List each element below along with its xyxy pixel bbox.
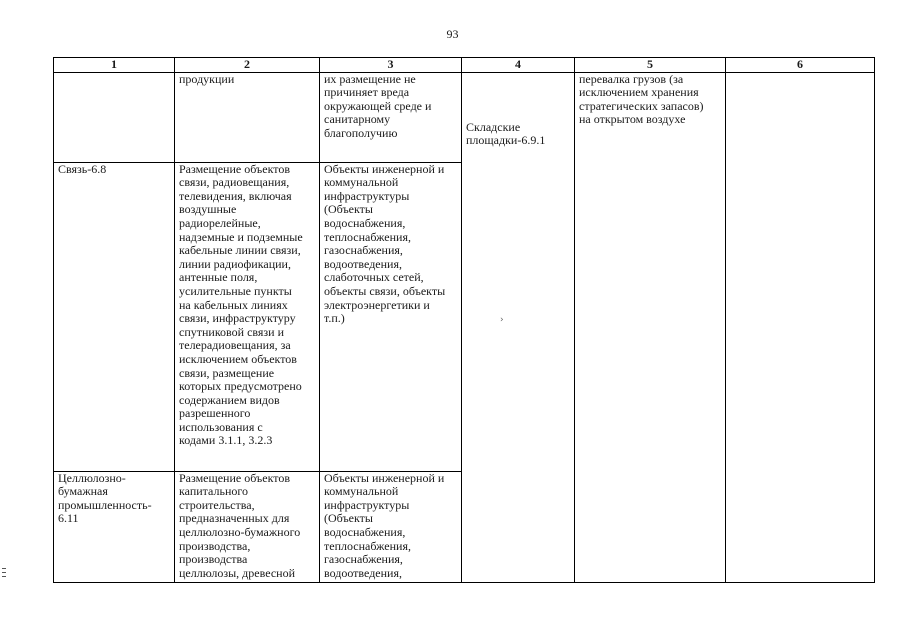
cell-text: Связь-6.8 bbox=[58, 161, 107, 176]
column-header-5: 5 bbox=[575, 58, 726, 73]
cell-spacer bbox=[466, 73, 571, 121]
table-cell-col1 bbox=[54, 72, 175, 162]
table-cell-col4-merged bbox=[462, 72, 575, 582]
column-header-3: 3 bbox=[320, 58, 462, 73]
cell-text: продукции bbox=[179, 71, 235, 86]
cell-text: Размещение объектов капитального строительства, предназначенных для целлюлозно-бумажного производства, производства целлюлозы, древесной bbox=[179, 470, 301, 580]
column-header-1: 1 bbox=[54, 58, 175, 73]
table-cell-col1 bbox=[54, 162, 175, 471]
table-cell-col2 bbox=[175, 72, 320, 162]
column-header-4: 4 bbox=[462, 58, 575, 73]
cell-text: Складские площадки-6.9.1 bbox=[466, 119, 546, 148]
table-cell-col2 bbox=[175, 162, 320, 471]
header-row bbox=[54, 58, 875, 73]
table-row bbox=[54, 72, 875, 162]
table-cell-col3 bbox=[320, 162, 462, 471]
cell-text: перевалка грузов (за исключением хранения стратегических запасов) на открытом воздухе bbox=[579, 71, 704, 127]
table-cell-col3 bbox=[320, 471, 462, 582]
table-cell-col6-merged bbox=[726, 72, 875, 582]
cell-text: Размещение объектов связи, радиовещания, телевидения, включая воздушные радиорелейные, надземные и подземные кабельные линии связи, линии радиофикации, антенные поля, усилительные пункты на кабельных линиях связи, инфраструктуру спутниковой связи и телерадиовещания, за исключением объектов связи, размещение которых предусмотрено содержанием видов разрешенного использования с кодами 3.1.1, 3.2.3 bbox=[179, 161, 303, 448]
land-use-table bbox=[53, 57, 875, 583]
scan-edge-marks bbox=[2, 568, 6, 578]
cell-text: Объекты инженерной и коммунальной инфраструктуры (Объекты водоснабжения, теплоснабжения, газоснабжения, водоотведения, слаботочных сетей, объекты связи, объекты электроэнергетики и т.п.) bbox=[324, 161, 446, 326]
table-cell-col3 bbox=[320, 72, 462, 162]
column-header-6: 6 bbox=[726, 58, 875, 73]
page-number: 93 bbox=[446, 27, 459, 41]
cell-text: их размещение не причиняет вреда окружающей среде и санитарному благополучию bbox=[324, 71, 432, 140]
cell-text: Целлюлозно- бумажная промышленность- 6.11 bbox=[58, 470, 152, 526]
table-cell-col2 bbox=[175, 471, 320, 582]
table-cell-col5-merged bbox=[575, 72, 726, 582]
scan-speck: › bbox=[500, 315, 504, 325]
column-header-2: 2 bbox=[175, 58, 320, 73]
cell-text: Объекты инженерной и коммунальной инфраструктуры (Объекты водоснабжения, теплоснабжения, газоснабжения, водоотведения, bbox=[324, 470, 445, 580]
table-cell-col1 bbox=[54, 471, 175, 582]
